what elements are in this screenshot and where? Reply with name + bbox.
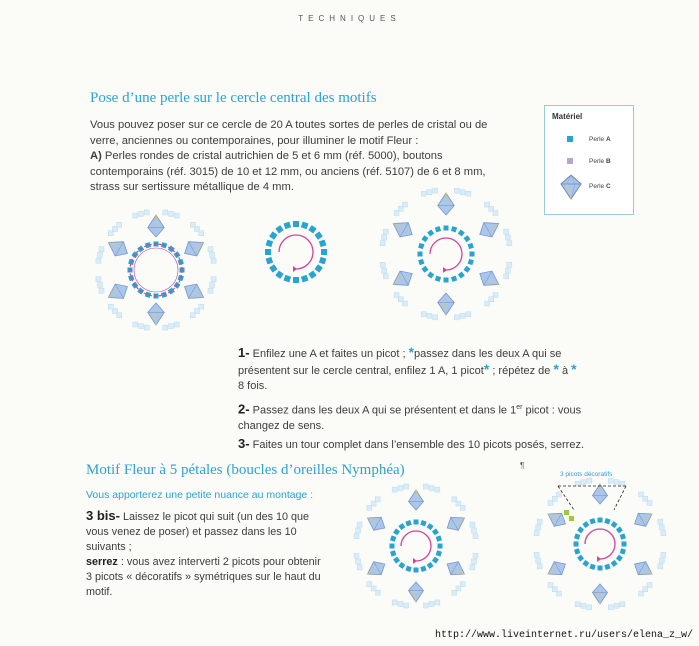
bead-picot: [536, 558, 541, 563]
bead-picot: [471, 528, 476, 533]
bead-a: [390, 544, 395, 549]
bead-picot: [534, 552, 539, 557]
bead-picot: [493, 210, 498, 215]
bead-a: [464, 266, 471, 273]
bead-picot: [210, 283, 215, 288]
bead-a: [438, 544, 443, 549]
bead-picot: [507, 241, 512, 246]
crystal-bead: [443, 512, 468, 535]
thread-arrow: [430, 238, 462, 270]
bead-a: [427, 523, 434, 530]
bead-picot: [99, 247, 104, 252]
bead-a: [275, 270, 283, 278]
bead-a: [265, 249, 271, 255]
step-3: 3- Faites un tour complet dans l’ensemble des 10 picots posés, serrez.: [238, 436, 585, 451]
bead-picot: [429, 486, 434, 491]
bead-a: [314, 264, 322, 272]
bead-picot: [108, 304, 113, 309]
bead-a-swatch: [567, 136, 573, 142]
bead-marker: [569, 516, 574, 521]
bead-picot: [199, 231, 204, 236]
bead-picot: [507, 262, 512, 267]
intro-line-2: verre, anciennes ou contemporaines, pour illuminer le motif Fleur :: [90, 134, 419, 147]
crystal-bead: [593, 584, 608, 604]
bead-picot: [485, 301, 490, 306]
bead-picot: [608, 605, 613, 610]
option-a-label: A): [90, 150, 102, 162]
bead-picot: [382, 268, 387, 273]
bead-a: [464, 235, 471, 242]
bead-a: [611, 560, 618, 567]
bead-marker: [564, 510, 569, 515]
bead-picot: [659, 525, 664, 530]
bead-picot: [471, 559, 476, 564]
bead-picot: [470, 522, 475, 527]
crystal-bead: [148, 215, 165, 237]
bead-a: [574, 542, 579, 547]
bead-picot: [394, 293, 399, 298]
bead-a: [458, 272, 465, 279]
bead-a: [418, 252, 423, 257]
bead-a: [393, 528, 400, 535]
bead-a: [266, 257, 274, 265]
bead-a: [308, 270, 316, 278]
bead-a: [574, 533, 580, 539]
section-title-motif: Motif Fleur à 5 pétales (boucles d’oreilles Nymphéa): [86, 462, 405, 478]
materials-box: [544, 105, 634, 215]
step-3-bis-number: 3 bis-: [86, 508, 120, 523]
bead-a: [604, 564, 610, 570]
crystal-bead: [438, 293, 455, 315]
bead-a: [598, 566, 603, 571]
bead-picot: [99, 288, 104, 293]
bead-picot: [505, 235, 510, 240]
bead-a: [293, 221, 299, 227]
crystal-bead: [389, 216, 416, 241]
bead-a: [418, 259, 424, 265]
bead-picot: [383, 229, 388, 234]
bead-a: [616, 555, 623, 562]
bead-picot: [661, 531, 666, 536]
bead-picot: [380, 262, 385, 267]
crystal-bicone-icon: [559, 174, 583, 200]
bead-picot: [96, 258, 101, 263]
bead-picot: [473, 534, 478, 539]
bead-a: [308, 225, 316, 233]
intro-line-1: Vous pouvez poser sur ce cercle de 20 A toutes sortes de perles de cristal ou de: [90, 119, 488, 131]
bead-picot: [433, 315, 438, 320]
bead-a: [420, 566, 426, 572]
bead-picot: [454, 315, 459, 320]
step-1-number: 1-: [238, 345, 250, 360]
bead-a: [435, 276, 441, 282]
bead-picot: [97, 252, 102, 257]
flower-diagram-2: [370, 210, 522, 338]
bead-picot: [504, 274, 509, 279]
bead-picot: [144, 325, 149, 330]
bead-picot: [208, 288, 213, 293]
bead-picot: [398, 601, 403, 606]
bead-a: [427, 272, 434, 279]
bead-picot: [174, 213, 179, 218]
arrow-head: [443, 267, 447, 273]
thread-arrow: [585, 529, 615, 559]
bead-picot: [211, 277, 216, 282]
bead-a: [284, 222, 292, 230]
bead-picot: [117, 222, 122, 227]
bead-picot: [174, 322, 179, 327]
crystal-bead: [631, 558, 656, 581]
intro-paragraph: [90, 118, 530, 196]
crystal-bead: [389, 266, 416, 291]
bead-picot: [423, 484, 428, 489]
bead-picot: [138, 324, 143, 329]
bead-picot: [581, 480, 586, 485]
bead-a: [468, 259, 474, 265]
picots-bracket: [614, 486, 626, 510]
bead-picot: [587, 605, 592, 610]
bead-a: [598, 518, 603, 523]
bead-a: [390, 535, 396, 541]
bead-picot: [392, 600, 397, 605]
bead-picot: [208, 247, 213, 252]
bead-picot: [392, 487, 397, 492]
bead-a: [301, 222, 309, 230]
bead-picot: [427, 190, 432, 195]
bead-picot: [505, 268, 510, 273]
bead-picot: [473, 553, 478, 558]
bead-picot: [661, 552, 666, 557]
flower-diagram-3: [346, 492, 504, 620]
bead-a: [604, 518, 610, 524]
bead-a: [284, 275, 292, 283]
bead-picot: [435, 487, 440, 492]
materials-item-c: Perle C: [589, 183, 611, 190]
bead-a: [398, 562, 405, 569]
bead-picot: [452, 590, 457, 595]
bead-a: [577, 526, 584, 533]
bead-picot: [639, 591, 644, 596]
option-a-line-3: strass sur sertissure métallique de 4 mm.: [90, 181, 294, 193]
bead-picot: [548, 583, 553, 588]
bead-picot: [367, 582, 372, 587]
bead-a: [589, 564, 595, 570]
bead-picot: [433, 188, 438, 193]
crystal-bead: [409, 582, 424, 602]
bead-a: [611, 521, 618, 528]
step-2: 2- Passez dans les deux A qui se présentent et dans le 1er picot : vous changez de sens.: [238, 401, 582, 432]
crystal-bead: [180, 235, 207, 260]
crystal-bead: [104, 235, 131, 260]
bead-a: [266, 240, 274, 248]
picots-bracket: [558, 486, 574, 510]
bead-a: [390, 550, 396, 556]
bead-picot: [659, 558, 664, 563]
option-a-line-2: contemporains (réf. 3015) de 10 et 12 mm, ou anciens (réf. 5107) de 6 et 8 mm,: [90, 165, 486, 178]
bead-a: [589, 518, 595, 524]
star-marker: *: [483, 361, 490, 377]
bead-picot: [614, 480, 619, 485]
bead-picot: [133, 213, 138, 218]
running-header: TECHNIQUES: [298, 14, 401, 23]
bead-picot: [536, 525, 541, 530]
crystal-bead: [631, 508, 656, 531]
bead-a: [577, 555, 584, 562]
option-a-text-1: Perles rondes de cristal autrichien de 5 et 6 mm (réf. 5000), boutons: [101, 150, 443, 162]
arrow-head: [293, 266, 297, 272]
bead-a: [319, 240, 327, 248]
bead-picot: [133, 322, 138, 327]
bead-a: [458, 229, 465, 236]
bead-picot: [614, 603, 619, 608]
bead-picot: [608, 478, 613, 483]
bead-picot: [144, 210, 149, 215]
bead-a: [451, 276, 457, 282]
bead-a: [432, 528, 439, 535]
bead-a: [293, 277, 299, 283]
bead-a: [321, 249, 327, 255]
thread-path: [134, 248, 178, 292]
option-a-line-1: [90, 149, 530, 165]
bead-picot: [163, 325, 168, 330]
bead-a: [582, 521, 589, 528]
crystal-bead: [104, 279, 131, 304]
bead-b-swatch: [567, 158, 573, 164]
bead-picot: [356, 528, 361, 533]
bead-picot: [537, 564, 542, 569]
bead-picot: [504, 229, 509, 234]
bead-picot: [537, 519, 542, 524]
bead-a: [398, 523, 405, 530]
bead-picot: [357, 565, 362, 570]
bead-picot: [435, 600, 440, 605]
bead-picot: [354, 553, 359, 558]
bead-a: [427, 562, 434, 569]
bead-picot: [357, 522, 362, 527]
bead-a: [574, 548, 580, 554]
bead-a: [435, 226, 441, 232]
crystal-bead: [364, 512, 389, 535]
bead-picot: [460, 313, 465, 318]
bead-a: [414, 568, 419, 573]
section-2-subtitle: Vous apporterez une petite nuance au montage :: [86, 489, 314, 501]
flower-diagram-1: [82, 208, 230, 332]
footer-url: http://www.liveinternet.ru/users/elena_z_w/: [434, 630, 693, 641]
bead-picot: [470, 565, 475, 570]
ring-diagram: [262, 218, 330, 286]
bead-a: [616, 526, 623, 533]
flower-diagram-4: [514, 480, 684, 620]
crystal-bead: [148, 303, 165, 325]
bead-picot: [534, 531, 539, 536]
bead-picot: [423, 603, 428, 608]
bead-picot: [427, 313, 432, 318]
bead-a: [427, 229, 434, 236]
thread-path: [130, 244, 182, 296]
bead-picot: [404, 603, 409, 608]
bead-picot: [466, 191, 471, 196]
picots-label: 3 picots décoratifs: [560, 471, 613, 478]
bead-a: [405, 566, 411, 572]
materials-title: Matériel: [552, 112, 583, 121]
bead-picot: [382, 235, 387, 240]
bead-picot: [190, 313, 195, 318]
bead-picot: [581, 603, 586, 608]
bead-a: [470, 252, 475, 257]
star-marker: *: [408, 344, 415, 360]
bead-a: [468, 243, 474, 249]
bead-a: [269, 264, 277, 272]
bead-a: [436, 535, 442, 541]
bead-picot: [460, 190, 465, 195]
bead-a: [275, 225, 283, 233]
bead-a: [393, 557, 400, 564]
bead-a: [319, 257, 327, 265]
bead-picot: [421, 191, 426, 196]
bead-picot: [97, 283, 102, 288]
bead-picot: [421, 312, 426, 317]
bead-a: [622, 542, 627, 547]
bead-picot: [138, 211, 143, 216]
thread-arrow: [279, 235, 313, 269]
serrez-label: serrez: [86, 556, 118, 568]
bead-picot: [211, 258, 216, 263]
page-mark: ¶: [520, 461, 525, 470]
bead-picot: [647, 500, 652, 505]
bead-picot: [620, 602, 625, 607]
crystal-bead: [593, 484, 608, 504]
bead-picot: [658, 564, 663, 569]
bead-picot: [354, 534, 359, 539]
bead-a: [432, 557, 439, 564]
bead-a: [314, 231, 322, 239]
bead-a: [405, 520, 411, 526]
bead-picot: [96, 277, 101, 282]
bead-a: [620, 548, 626, 554]
bead-picot: [587, 478, 592, 483]
bead-a: [421, 266, 428, 273]
crystal-bead: [409, 490, 424, 510]
bead-picot: [620, 481, 625, 486]
bead-picot: [466, 312, 471, 317]
bead-picot: [163, 210, 168, 215]
bead-picot: [210, 252, 215, 257]
crystal-bead: [438, 193, 455, 215]
bead-a: [420, 520, 426, 526]
bead-picot: [556, 492, 561, 497]
bead-a: [269, 231, 277, 239]
bead-a: [444, 278, 449, 283]
section-title-pose: Pose d’une perle sur le cercle central des motifs: [90, 90, 377, 106]
step-3-bis: 3 bis- Laissez le picot qui suit (un des 10 que vous venez de poser) et passez dans les 10 suivants ; serrez : vous avez interverti 2 picots pour obtenir 3 picots « décoratifs » symétriques sur le haut du motif.: [86, 508, 321, 598]
bead-picot: [169, 211, 174, 216]
bead-picot: [383, 274, 388, 279]
bead-picot: [169, 324, 174, 329]
arrow-head: [413, 558, 417, 564]
bead-picot: [575, 481, 580, 486]
bead-picot: [429, 601, 434, 606]
crystal-bead: [544, 558, 569, 581]
bead-a: [418, 243, 424, 249]
step-1: 1- Enfilez une A et faites un picot ; *passez dans les deux A qui se présentent sur le cercle central, enfilez 1 A, 1 picot* ; répétez de * à * 8 fois.: [238, 344, 577, 392]
bead-picot: [380, 241, 385, 246]
bead-picot: [454, 188, 459, 193]
star-marker: *: [571, 361, 577, 377]
bead-a: [582, 560, 589, 567]
materials-item-a: Perle A: [589, 136, 611, 143]
bead-a: [301, 275, 309, 283]
bead-picot: [375, 497, 380, 502]
crystal-bead: [180, 279, 207, 304]
crystal-bead: [443, 558, 468, 581]
bead-a: [444, 226, 449, 231]
thread-arrow: [401, 531, 431, 561]
bead-picot: [460, 505, 465, 510]
bead-a: [414, 520, 419, 525]
bead-a: [620, 533, 626, 539]
step-3-number: 3-: [238, 436, 250, 451]
star-marker: *: [553, 361, 559, 377]
crystal-bead: [476, 216, 503, 241]
bead-picot: [402, 202, 407, 207]
bead-a: [421, 235, 428, 242]
bead-a: [436, 550, 442, 556]
arrow-head: [597, 556, 601, 562]
step-2-number: 2-: [238, 401, 250, 417]
bead-picot: [398, 486, 403, 491]
crystal-bead: [364, 558, 389, 581]
bead-a: [451, 226, 457, 232]
bead-picot: [658, 519, 663, 524]
bead-picot: [404, 484, 409, 489]
materials-item-b: Perle B: [589, 158, 611, 165]
bead-picot: [575, 602, 580, 607]
bead-picot: [356, 559, 361, 564]
crystal-bead: [476, 266, 503, 291]
